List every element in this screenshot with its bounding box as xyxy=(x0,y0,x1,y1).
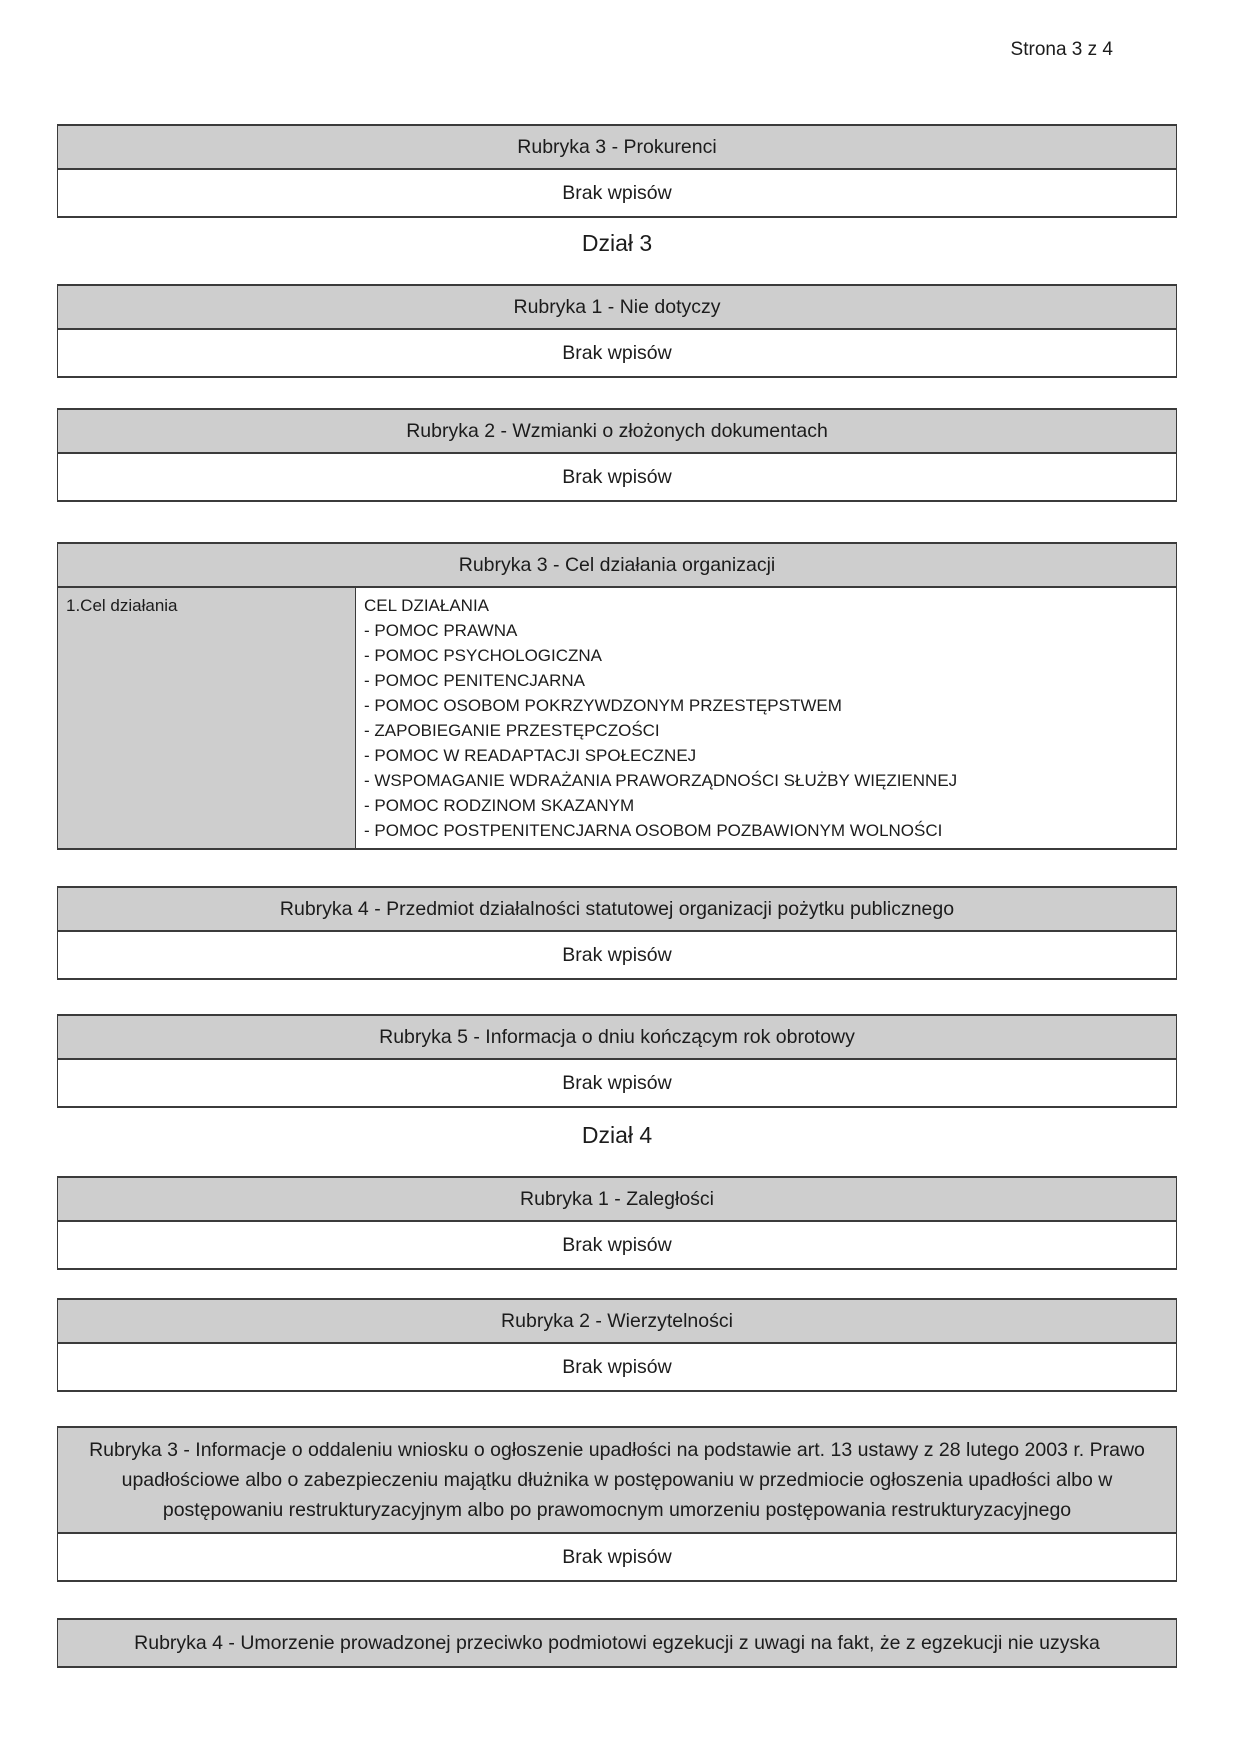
table-empty-row: Brak wpisów xyxy=(58,454,1176,500)
value-line: - POMOC PENITENCJARNA xyxy=(364,671,586,690)
table-empty-row: Brak wpisów xyxy=(58,170,1176,216)
table-empty-row: Brak wpisów xyxy=(58,932,1176,978)
table-empty-row: Brak wpisów xyxy=(58,1534,1176,1580)
value-line: - POMOC OSOBOM POKRZYWDZONYM PRZESTĘPSTWEM xyxy=(364,696,842,715)
table-title: Rubryka 4 - Umorzenie prowadzonej przeciwko podmiotowi egzekucji z uwagi na fakt, że z egzekucji nie uzyska xyxy=(58,1620,1176,1666)
value-line: - WSPOMAGANIE WDRAŻANIA PRAWORZĄDNOŚCI SŁUŻBY WIĘZIENNEJ xyxy=(364,771,958,790)
row-value xyxy=(356,588,1176,848)
rubryka-table xyxy=(57,1298,1177,1392)
table-empty-row: Brak wpisów xyxy=(58,1060,1176,1106)
value-line: - POMOC PSYCHOLOGICZNA xyxy=(364,646,603,665)
rubryka-table xyxy=(57,408,1177,502)
table-title: Rubryka 4 - Przedmiot działalności statutowej organizacji pożytku publicznego xyxy=(58,888,1176,932)
rubryka-table xyxy=(57,1176,1177,1270)
rubryka-table xyxy=(57,124,1177,218)
value-line: - POMOC PRAWNA xyxy=(364,621,518,640)
table-title: Rubryka 2 - Wierzytelności xyxy=(58,1300,1176,1344)
table-empty-row: Brak wpisów xyxy=(58,1344,1176,1390)
rubryka-table xyxy=(57,1618,1177,1668)
rubryka-table xyxy=(57,886,1177,980)
table-title: Rubryka 1 - Zaległości xyxy=(58,1178,1176,1222)
value-line: - ZAPOBIEGANIE PRZESTĘPCZOŚCI xyxy=(364,721,660,740)
table-row xyxy=(58,588,1176,848)
table-empty-row: Brak wpisów xyxy=(58,1222,1176,1268)
section-heading: Dział 3 xyxy=(581,230,653,256)
table-title: Rubryka 2 - Wzmianki o złożonych dokumentach xyxy=(58,410,1176,454)
table-title: Rubryka 3 - Prokurenci xyxy=(58,126,1176,170)
document-blocks xyxy=(57,124,1177,1668)
section-heading: Dział 4 xyxy=(581,1122,653,1148)
page-number: Strona 3 z 4 xyxy=(1010,39,1113,60)
table-empty-row: Brak wpisów xyxy=(58,330,1176,376)
rubryka-table xyxy=(57,284,1177,378)
row-label: 1.Cel działania xyxy=(58,588,356,848)
table-title: Rubryka 3 - Cel działania organizacji xyxy=(58,544,1176,588)
value-line: CEL DZIAŁANIA xyxy=(364,596,490,615)
table-title: Rubryka 5 - Informacja o dniu kończącym rok obrotowy xyxy=(58,1016,1176,1060)
rubryka-table xyxy=(57,1014,1177,1108)
value-line: - POMOC W READAPTACJI SPOŁECZNEJ xyxy=(364,746,697,765)
rubryka-table xyxy=(57,542,1177,850)
rubryka-table xyxy=(57,1426,1177,1582)
value-line: - POMOC POSTPENITENCJARNA OSOBOM POZBAWIONYM WOLNOŚCI xyxy=(364,821,943,840)
table-title: Rubryka 1 - Nie dotyczy xyxy=(58,286,1176,330)
value-line: - POMOC RODZINOM SKAZANYM xyxy=(364,796,635,815)
table-title: Rubryka 3 - Informacje o oddaleniu wniosku o ogłoszenie upadłości na podstawie art. 13 ustawy z 28 lutego 2003 r. Prawo upadłościowe albo o zabezpieczeniu majątku dłużnika w postępowaniu w przedmiocie ogłoszenia upadłości albo w postępowaniu restrukturyzacyjnym albo po prawomocnym umorzeniu postępowania restrukturyzacyjnego xyxy=(58,1428,1176,1534)
